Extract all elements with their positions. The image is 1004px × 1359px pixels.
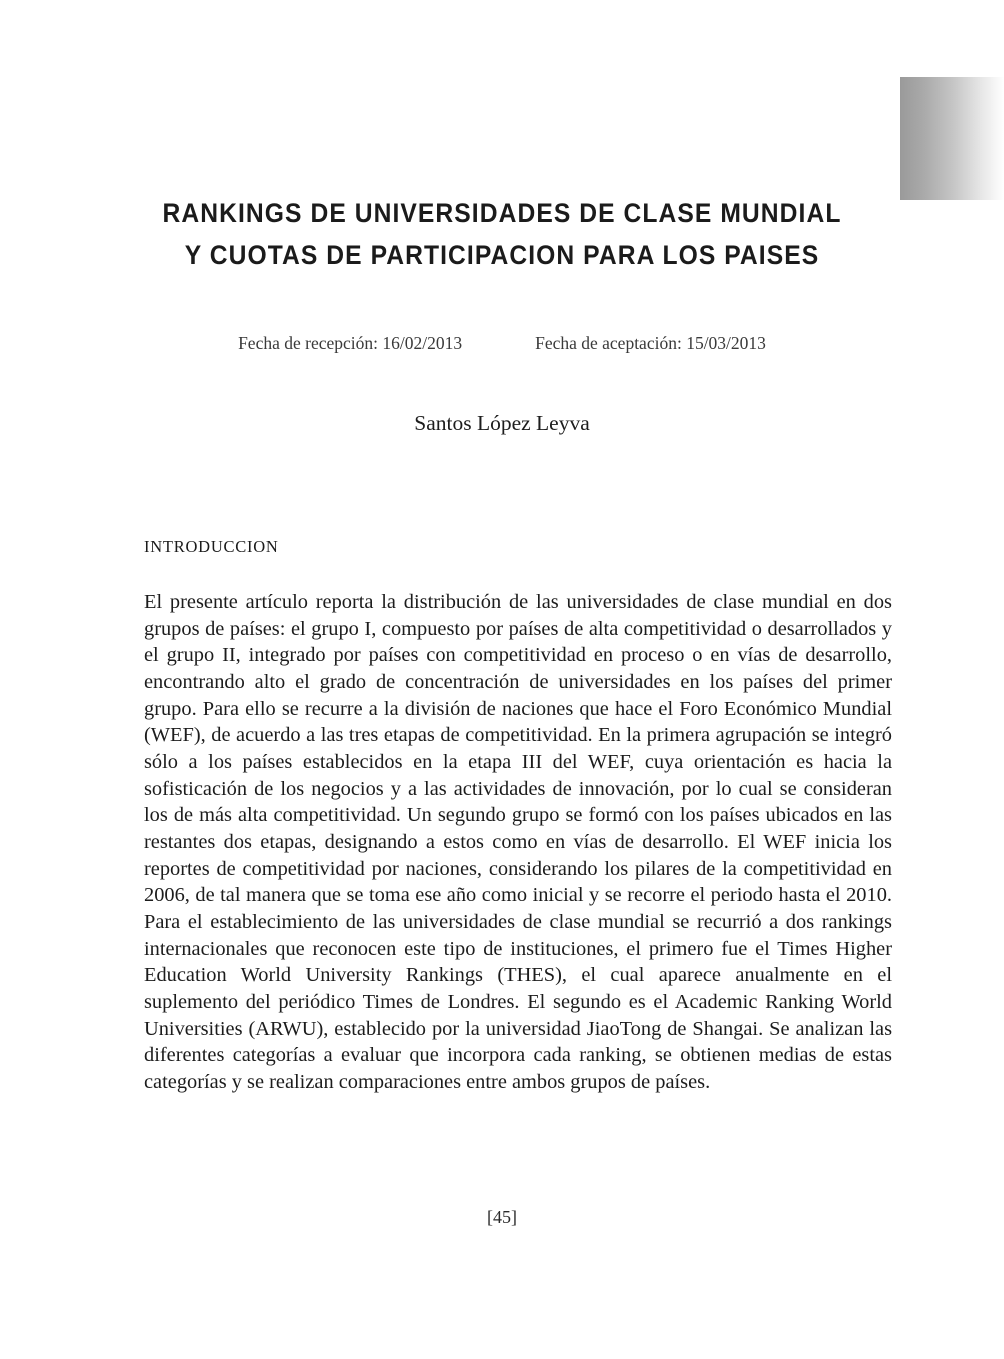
- publication-dates: [0, 333, 1004, 354]
- corner-gradient-decoration: [900, 77, 1004, 200]
- author-name: Santos López Leyva: [414, 411, 590, 435]
- reception-date: Fecha de recepción: 16/02/2013: [238, 333, 463, 353]
- page-title: [0, 192, 1004, 276]
- section-heading-introduccion: INTRODUCCION: [144, 537, 279, 556]
- page-number: [45]: [487, 1207, 517, 1227]
- introduction-paragraph: El presente artículo reporta la distribución de las universidades de clase mundial en dos grupos de países: el grupo I, compuesto por países de alta competitividad o desarrollados y el grupo II, integrado por países con competitividad en proceso o en vías de desarrollo, encontrando alto el grado de concentración de universidades en los países del primer grupo. Para ello se recurre a la división de naciones que hace el Foro Económico Mundial (WEF), de acuerdo a las tres etapas de competitividad. En la primera agrupación se integró sólo a los países establecidos en la etapa III del WEF, cuya orientación es hacia la sofisticación de los negocios y a las actividades de innovación, por lo cual se consideran los de más alta competitividad. Un segundo grupo se formó con los países ubicados en las restantes dos etapas, designando a estos como en vías de desarrollo. El WEF inicia los reportes de competitividad por naciones, considerando los pilares de la competitividad en 2006, de tal manera que se toma ese año como inicial y se recorre el periodo hasta el 2010. Para el establecimiento de las universidades de clase mundial se recurrió a dos rankings internacionales que reconocen este tipo de instituciones, el primero fue el Times Higher Education World University Rankings (THES), el cual aparece anualmente en el suplemento del periódico Times de Londres. El segundo es el Academic Ranking World Universities (ARWU), establecido por la universidad JiaoTong de Shangai. Se analizan las diferentes categorías a evaluar que incorpora cada ranking, se obtienen medias de estas categorías y se realizan comparaciones entre ambos grupos de países.: [144, 591, 892, 1093]
- date-spacer: [462, 333, 535, 354]
- title-line-1: RANKINGS DE UNIVERSIDADES DE CLASE MUNDIAL: [162, 198, 842, 228]
- title-line-2: Y CUOTAS DE PARTICIPACION PARA LOS PAISES: [184, 240, 820, 270]
- acceptance-date: Fecha de aceptación: 15/03/2013: [535, 333, 766, 353]
